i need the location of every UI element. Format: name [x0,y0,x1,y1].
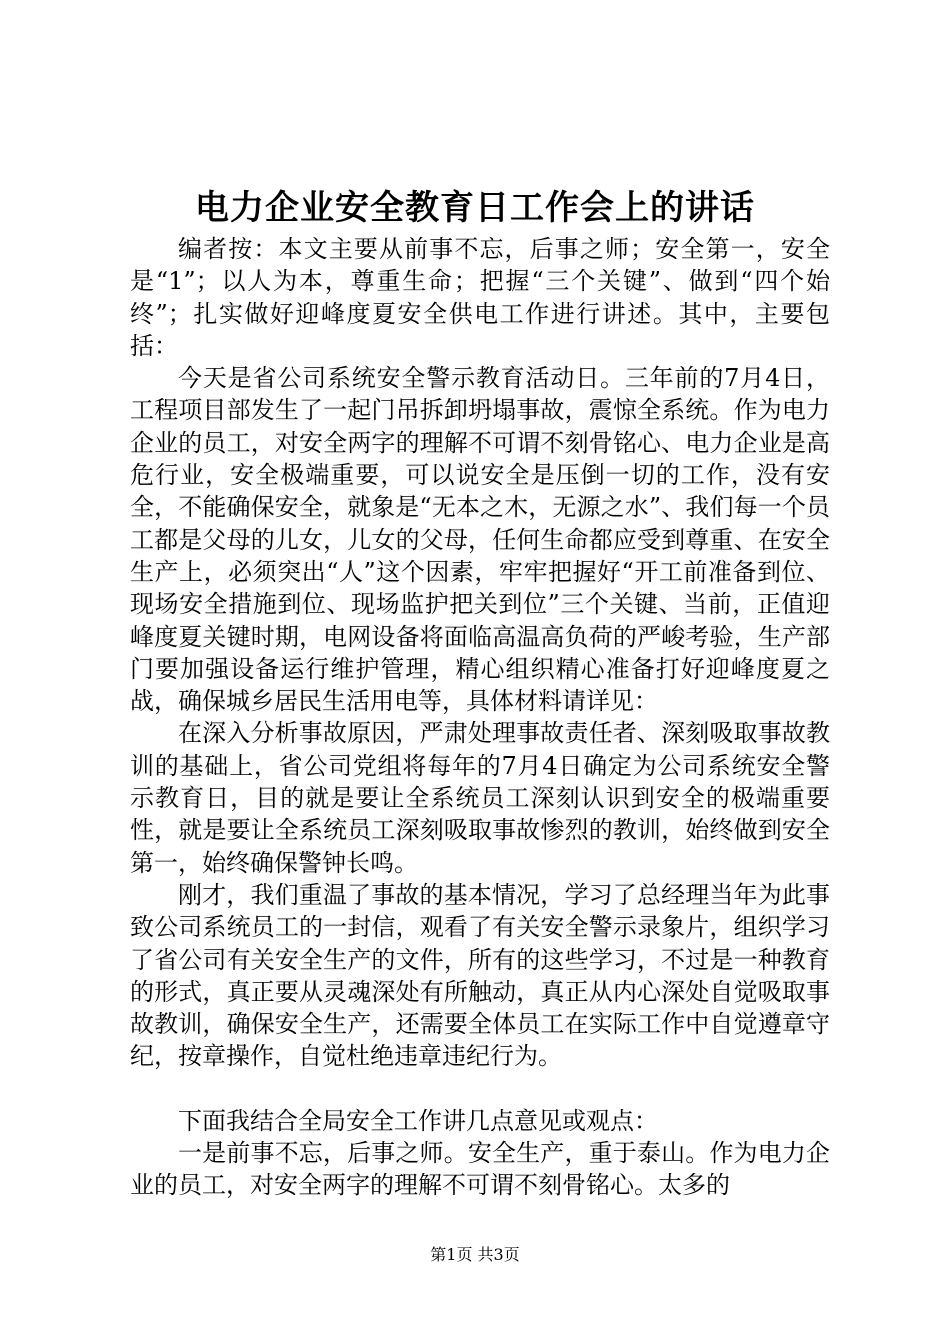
paragraph-point-one: 一是前事不忘，后事之师。安全生产，重于泰山。作为电力企业的员工，对安全两字的理解不可谓不刻骨铭心。太多的 [130,1139,830,1200]
paragraph-review: 刚才，我们重温了事故的基本情况，学习了总经理当年为此事致公司系统员工的一封信，观看了有关安全警示录象片，组织学习了省公司有关安全生产的文件，所有的这些学习，不过是一种教育的形式，真正要从灵魂深处有所触动，真正从内心深处自觉吸取事故教训，确保安全生产，还需要全体员工在实际工作中自觉遵章守纪，按章操作，自觉杜绝违章违纪行为。 [130,880,830,1071]
paragraph-editor-note: 编者按：本文主要从前事不忘，后事之师；安全第一，安全是“1”；以人为本，尊重生命；把握“三个关键”、做到“四个始终”；扎实做好迎峰度夏安全供电工作进行讲述。其中，主要包括： [130,235,830,360]
paragraph-points-lead: 下面我结合全局安全工作讲几点意见或观点： [178,1106,658,1135]
paragraph-warning-day: 在深入分析事故原因，严肃处理事故责任者、深刻吸取事故教训的基础上，省公司党组将每年的7月4日确定为公司系统安全警示教育日，目的就是要让全系统员工深刻认识到安全的极端重要性，就是要让全系统员工深刻吸取事故惨烈的教训，始终做到安全第一，始终确保警钟长鸣。 [130,719,830,877]
page-footer: 第1页 共3页 [430,1245,520,1264]
document-title: 电力企业安全教育日工作会上的讲话 [195,188,755,228]
document-body [130,233,830,1202]
paragraph-intro: 今天是省公司系统安全警示教育活动日。三年前的7月4日，工程项目部发生了一起门吊拆卸坍塌事故，震惊全系统。作为电力企业的员工，对安全两字的理解不可谓不刻骨铭心、电力企业是高危行业，安全极端重要，可以说安全是压倒一切的工作，没有安全，不能确保安全，就象是“无本之木，无源之水”、我们每一个员工都是父母的儿女，儿女的父母，任何生命都应受到尊重、在安全生产上，必须突出“人”这个因素，牢牢把握好“开工前准备到位、现场安全措施到位、现场监护把关到位”三个关键、当前，正值迎峰度夏关键时期，电网设备将面临高温高负荷的严峻考验，生产部门要加强设备运行维护管理，精心组织精心准备打好迎峰度夏之战，确保城乡居民生活用电等，具体材料请详见： [130,364,830,716]
